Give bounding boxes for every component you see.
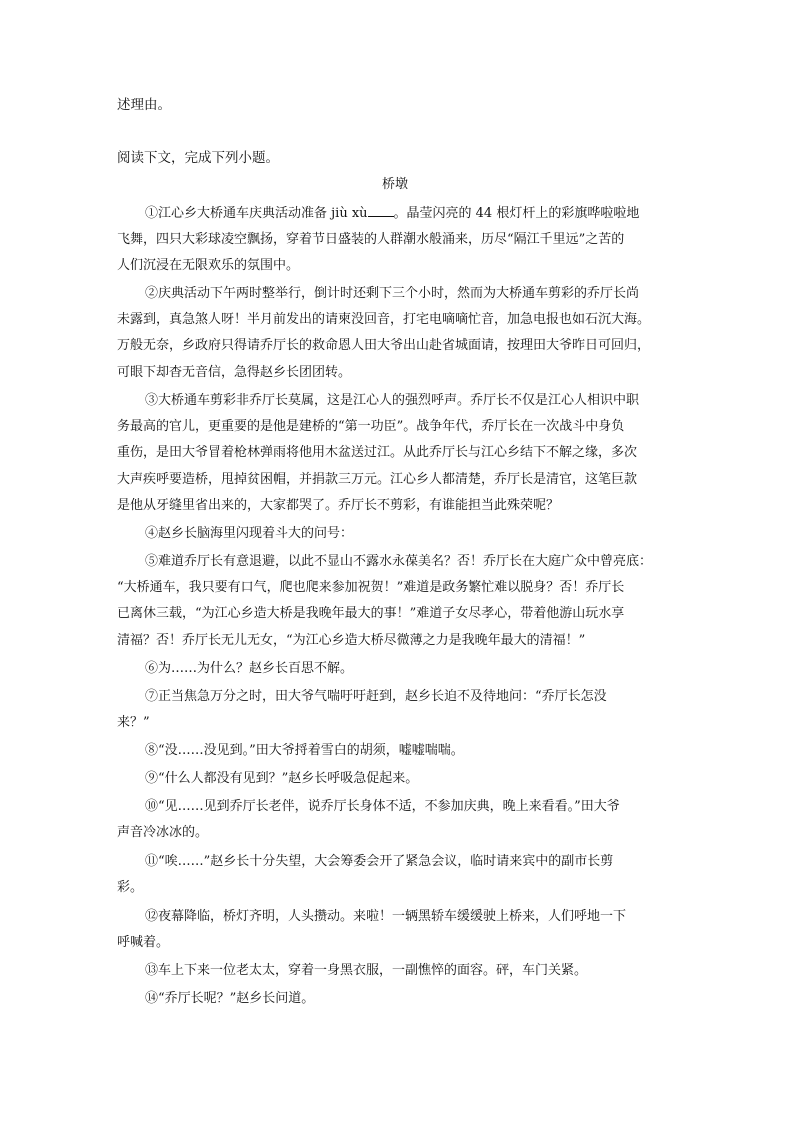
paragraph-3-line-2: 务最高的官儿，更重要的是他是建桥的“第一功臣”。战争年代，乔厅长在一次战斗中身负 [117, 419, 625, 434]
paragraph-2-line-2: 未露到，真急煞人呀！半月前发出的请柬没回音，打宅电嘀嘀忙音，加急电报也如石沉大海。 [117, 312, 651, 327]
paragraph-9: ⑨“什么人都没有见到？”赵乡长呼吸急促起来。 [145, 771, 419, 786]
paragraph-5-line-1: ⑤难道乔厅长有意退避，以此不显山不露水永葆美名？否！乔厅长在大庭广众中曾亮底： [145, 554, 653, 569]
paragraph-2-line-3: 万般无奈，乡政府只得请乔厅长的救命恩人田大爷出山赴省城面请，按理田大爷昨日可回归， [117, 338, 651, 353]
reading-instruction: 阅读下文，完成下列小题。 [117, 150, 279, 166]
paragraph-13: ⑬车上下来一位老太太，穿着一身黑衣服，一副憔悴的面容。砰，车门关紧。 [145, 963, 588, 978]
paragraph-4: ④赵乡长脑海里闪现着斗大的问号： [145, 526, 354, 541]
paragraph-6: ⑥为……为什么？赵乡长百思不解。 [145, 661, 354, 676]
paragraph-5-line-4: 清福？否！乔厅长无儿无女，“为江心乡造大桥尽微薄之力是我晚年最大的清福！” [117, 633, 586, 648]
paragraph-5-line-2: “大桥通车，我只要有口气，爬也爬来参加祝贺！”难道是政务繁忙难以脱身？否！乔厅长 [117, 580, 625, 595]
paragraph-1-text-end: 。晶莹闪亮的 44 根灯杆上的彩旗哗啦啦地 [393, 206, 640, 221]
paragraph-11-line-1: ⑪“唉……”赵乡长十分失望，大会筹委会开了紧急会议，临时请来宾中的副市长剪 [145, 854, 614, 869]
paragraph-1-line-3: 人们沉浸在无限欢乐的氛围中。 [117, 258, 300, 273]
paragraph-3-line-5: 是他从牙缝里省出来的，大家都哭了。乔厅长不剪彩，有谁能担当此殊荣呢？ [117, 498, 560, 513]
paragraph-2-line-1: ②庆典活动下午两时整举行，倒计时还剩下三个小时，然而为大桥通车剪彩的乔厅长尚 [145, 286, 640, 301]
fill-in-blank [368, 204, 394, 217]
paragraph-7-line-2: 来？” [117, 715, 150, 730]
paragraph-3-line-3: 重伤，是田大爷冒着枪林弹雨将他用木盆送过江。从此乔厅长与江心乡结下不解之缘，多次 [117, 445, 638, 460]
paragraph-12-line-1: ⑫夜幕降临，桥灯齐明，人头攒动。来啦！一辆黑轿车缓缓驶上桥来，人们呼地一下 [145, 909, 627, 924]
paragraph-1-line-2: 飞舞，四只大彩球凌空飘扬，穿着节日盛装的人群潮水般涌来，历尽“隔江千里远”之苦的 [117, 232, 625, 247]
paragraph-14: ⑭“乔厅长呢？”赵乡长问道。 [145, 991, 315, 1006]
paragraph-10-line-2: 声音冷冰冰的。 [117, 825, 209, 840]
paragraph-2-line-4: 可眼下却杳无音信，急得赵乡长团团转。 [117, 365, 352, 380]
paragraph-1-text-start: ①江心乡大桥通车庆典活动准备 jiù xù [145, 206, 368, 221]
intro-tail-text: 述理由。 [117, 97, 171, 113]
paragraph-11-line-2: 彩。 [117, 880, 144, 895]
paragraph-8: ⑧“没……没见到。”田大爷捋着雪白的胡须，嘘嘘喘喘。 [145, 743, 464, 758]
paragraph-10-line-1: ⑩“见……见到乔厅长老伴，说乔厅长身体不适，不参加庆典，晚上来看看。”田大爷 [145, 799, 620, 814]
paragraph-3-line-1: ③大桥通车剪彩非乔厅长莫属，这是江心人的强烈呼声。乔厅长不仅是江心人相识中职 [145, 393, 640, 408]
paragraph-12-line-2: 呼喊着。 [117, 935, 170, 950]
paragraph-1-line-1 [145, 204, 639, 223]
paragraph-3-line-4: 大声疾呼要造桥，甩掉贫困帽，并捐款三万元。江心乡人都清楚，乔厅长是清官，这笔巨款 [117, 472, 638, 487]
passage-title: 桥墩 [382, 177, 409, 192]
paragraph-5-line-3: 已离休三载，“为江心乡造大桥是我晚年最大的事！”难道子女尽孝心，带着他游山玩水享 [117, 606, 625, 621]
paragraph-7-line-1: ⑦正当焦急万分之时，田大爷气喘吁吁赶到，赵乡长迫不及待地问：“乔厅长怎没 [145, 689, 607, 704]
